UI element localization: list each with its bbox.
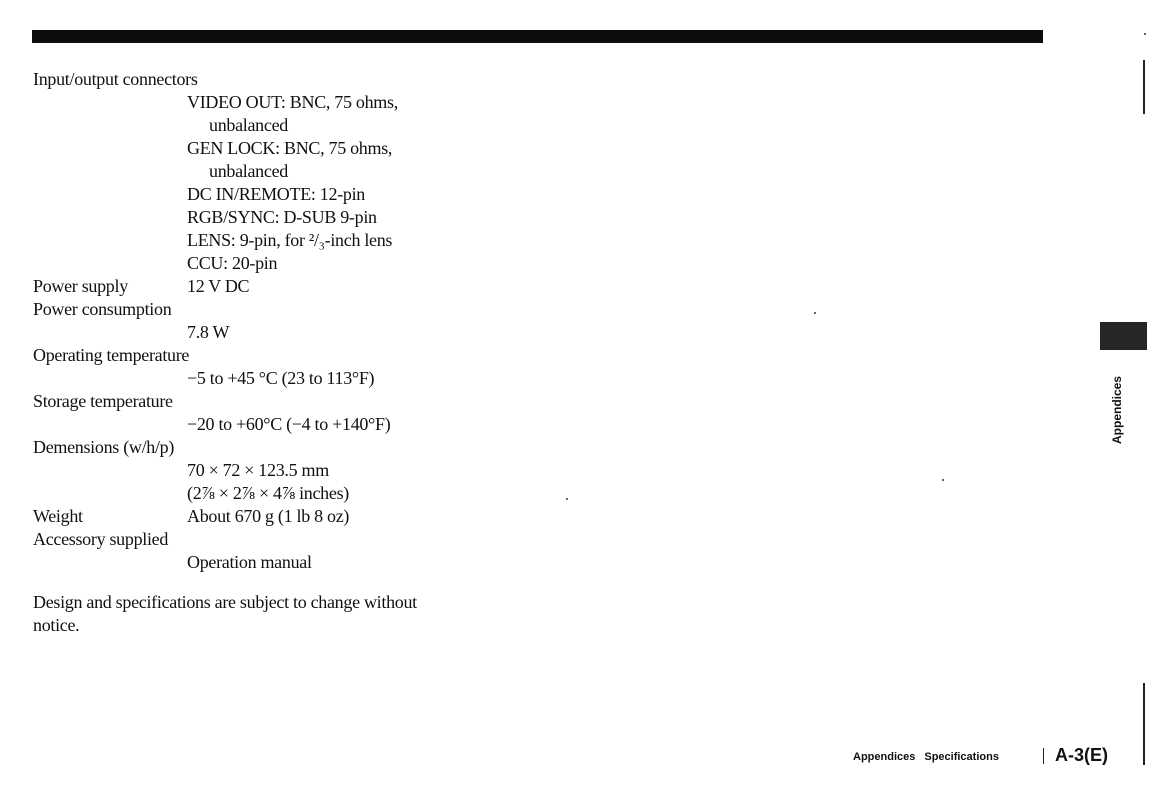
scan-speck	[566, 498, 568, 500]
spec-value: CCU: 20-pin	[187, 253, 278, 273]
spec-value: GEN LOCK: BNC, 75 ohms,	[187, 138, 393, 158]
spec-label: Power supply	[33, 276, 128, 296]
footer-breadcrumb	[853, 751, 1008, 763]
top-rule-bar	[32, 30, 1043, 43]
spec-value: 12 V DC	[187, 276, 250, 296]
spec-value: −20 to +60°C (−4 to +140°F)	[187, 414, 391, 434]
spec-value: 70 × 72 × 123.5 mm	[187, 460, 329, 480]
spec-value: 7.8 W	[187, 322, 230, 342]
notice-line: notice.	[33, 615, 80, 635]
notice-line: Design and specifications are subject to change without	[33, 592, 417, 612]
spec-row	[33, 137, 513, 160]
spec-value: Operation manual	[187, 552, 312, 572]
spec-row	[33, 482, 513, 505]
spec-row	[33, 528, 513, 551]
margin-rule-bottom	[1143, 683, 1145, 765]
spec-row	[33, 275, 513, 298]
spec-label: Operating temperature	[33, 345, 190, 365]
spec-row	[33, 459, 513, 482]
margin-rule-top	[1143, 60, 1145, 114]
spec-row	[33, 367, 513, 390]
spec-row	[33, 413, 513, 436]
side-tab-label: Appendices	[1110, 375, 1124, 444]
spec-row	[33, 68, 513, 91]
footer-section: Appendices	[853, 751, 916, 763]
spec-row	[33, 160, 513, 183]
spec-row	[33, 321, 513, 344]
spec-row	[33, 183, 513, 206]
specifications-list	[33, 68, 513, 574]
spec-row	[33, 252, 513, 275]
spec-row	[33, 344, 513, 367]
change-notice	[33, 591, 513, 637]
spec-value: unbalanced	[209, 161, 288, 181]
spec-label: Power consumption	[33, 299, 172, 319]
spec-row	[33, 114, 513, 137]
spec-value: RGB/SYNC: D-SUB 9-pin	[187, 207, 377, 227]
spec-row	[33, 390, 513, 413]
section-tab-marker	[1100, 322, 1147, 350]
spec-value: About 670 g (1 lb 8 oz)	[187, 506, 350, 526]
footer-separator	[1043, 748, 1044, 764]
spec-value: LENS: 9-pin, for ²/₃-inch lens	[187, 230, 393, 250]
spec-row	[33, 91, 513, 114]
spec-label: Demensions (w/h/p)	[33, 437, 175, 457]
spec-label: Accessory supplied	[33, 529, 169, 549]
spec-row	[33, 206, 513, 229]
spec-row	[33, 551, 513, 574]
spec-value: −5 to +45 °C (23 to 113°F)	[187, 368, 375, 388]
scan-speck	[1144, 33, 1146, 35]
spec-value: DC IN/REMOTE: 12-pin	[187, 184, 365, 204]
footer-subsection: Specifications	[924, 751, 999, 763]
spec-row	[33, 436, 513, 459]
spec-label: Input/output connectors	[33, 69, 198, 89]
spec-row	[33, 229, 513, 252]
spec-label: Weight	[33, 506, 83, 526]
spec-row	[33, 505, 513, 528]
spec-value: unbalanced	[209, 115, 288, 135]
spec-value: VIDEO OUT: BNC, 75 ohms,	[187, 92, 398, 112]
spec-value: (2⅞ × 2⅞ × 4⅞ inches)	[187, 483, 349, 503]
spec-label: Storage temperature	[33, 391, 173, 411]
page-number: A-3(E)	[1055, 745, 1108, 765]
scan-speck	[942, 479, 944, 481]
scan-speck	[814, 312, 816, 314]
spec-row	[33, 298, 513, 321]
